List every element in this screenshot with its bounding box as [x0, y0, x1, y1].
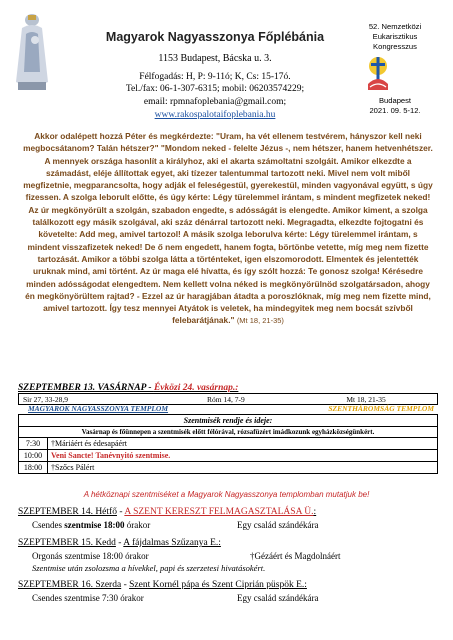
- mass-schedule-table: [18, 414, 438, 474]
- parish-address: 1153 Budapest, Bácska u. 3.: [158, 53, 272, 64]
- reading-3: Mt 18, 21-35: [346, 394, 386, 404]
- day-entry-wednesday: [32, 593, 319, 603]
- mass-intention: Veni Sancte! Tanévnyitó szentmise.: [48, 450, 438, 462]
- entry-post: órakor: [124, 520, 151, 530]
- sunday-date: SZEPTEMBER 13. VASÁRNAP -: [18, 383, 154, 393]
- gospel-text: Akkor odalépett hozzá Péter és megkérdezte: "Uram, ha vét ellenem testvérem, hányszor kell neki megbocsátanom? Talán hétszer?" "Mondom neked - felelte Jézus -, nem hétszer, hanem hetvenhétszer. A mennyek országa hasonlít a királyhoz, aki el akarta számoltatni szolgáit. Amikor elkezdte a számadást, eléje állítottak egyet, aki tízezer talentummal tartozott neki. Mivel nem volt miből megfizetnie, megparancsolta, hogy adják el feleségestül, gyerekestül, minden vagyonával együtt, s úgy fizessen. A szolga leborult előtte, és úgy kérte: Légy türelemmel irántam, s mindent megfizetek neked! Az úr megkönyörült a szolgán, szabadon engedte, s adósságát is elengedte. Amikor kiment, a szolga találkozott egy másik szolgával, aki száz dénárral tartozott neki. Megragadta, elkezdte fojtogatni és követelte: Add meg, amivel tartozol! A másik szolga leborulva kérte: Légy türelemmel irántam, s mindent visszafizetek neked! De ő nem engedett, hanem fogta, börtönbe vetette, míg meg nem fizette tartozását. Amikor a többi szolga látta a történteket, igen elszomorodott. Elmentek és jelentették uruknak mind, ami történt. Az úr maga elé hívatta, és így szólt hozzá: Te gonosz szolga! Kérésedre minden adósságodat elengedtem. Nem kellett volna néked is megkönyörülnöd szolgatársadon, ahogy én megkönyörültem rajtad? - Ezzel az úr haragjában átadta a poroszlóknak, míg meg nem fizette mind, amivel tartozott. Így tesz mennyei Atyátok is veletek, ha mindegyitek meg nem bocsát szívből felebarátjának.": [23, 131, 433, 326]
- gospel-citation: (Mt 18, 21-35): [236, 316, 284, 326]
- mass-intention: †Szőcs Pálért: [48, 462, 438, 474]
- entry-pre: Csendes: [32, 520, 65, 530]
- congress-dates: 2021. 09. 5-12.: [369, 106, 421, 115]
- phone-numbers: Tel./fax: 06-1-307-6315; mobil: 06203574229;: [125, 84, 305, 94]
- mass-time: 10:00: [19, 450, 48, 462]
- day-date: SZEPTEMBER 14. Hétfő: [18, 507, 117, 517]
- congress-line-2: Eukarisztikus: [372, 32, 418, 41]
- office-hours: Félfogadás: H, P: 9-11ó; K, Cs: 15-17ó.: [139, 72, 291, 82]
- congress-line-3: Kongresszus: [373, 42, 417, 51]
- mass-time: 7:30: [19, 438, 48, 450]
- email-address: email: rpmnafoplebania@gmail.com;: [143, 97, 287, 107]
- entry-intention: Egy család szándékára: [237, 520, 319, 530]
- weekday-mass-notice: A hétköznapi szentmiséket a Magyarok Nagyasszonya templomban mutatjuk be!: [83, 490, 370, 499]
- reading-1: Sir 27, 33-28,9: [23, 394, 68, 404]
- congress-line-1: 52. Nemzetközi: [368, 22, 422, 31]
- sunday-heading: [18, 383, 238, 393]
- day-heading-wednesday: [18, 580, 307, 590]
- parish-title: Magyarok Nagyasszonya Főplébánia: [105, 30, 325, 44]
- gospel-passage: [22, 130, 434, 328]
- mass-row: [19, 450, 438, 462]
- day-feast-suffix: :: [313, 507, 317, 517]
- day-sep: -: [121, 580, 130, 590]
- day-entry-tuesday: [32, 551, 341, 561]
- church-name-szentharomsag: SZENTHÁROMSÁG TEMPLOM: [328, 404, 434, 413]
- reading-2: Róm 14, 7-9: [207, 394, 245, 404]
- day-heading-monday: [18, 507, 316, 517]
- website-link[interactable]: www.rakospalotaifoplebania.hu: [154, 110, 276, 120]
- day-entry-monday: [32, 520, 319, 530]
- day-feast: Szent Kornél pápa és Szent Ciprián püspök E.:: [129, 580, 307, 590]
- madonna-statue-image: [8, 12, 56, 94]
- sunday-event: Évközi 24. vasárnap.:: [153, 383, 239, 393]
- mass-intention: †Máriáért és édesapáért: [48, 438, 438, 450]
- congress-label: [340, 22, 450, 52]
- church-name-magyarok: MAGYAROK NAGYASSZONYA TEMPLOM: [28, 404, 169, 413]
- day-feast: A SZENT KERESZT FELMAGASZTALÁSA Ü.: [124, 507, 314, 517]
- day-sep: -: [116, 507, 125, 517]
- entry-intention: †Gézáért és Magdolnáért: [250, 551, 341, 561]
- day-heading-tuesday: [18, 538, 221, 548]
- entry-intention: Egy család szándékára: [237, 593, 319, 603]
- day-date: SZEPTEMBER 16. Szerda: [18, 580, 122, 590]
- eucharistic-congress-logo: [364, 54, 392, 92]
- mass-order-note: Vasárnap és főünnepen a szentmisék előtt félórával, rózsafüzért imádkozunk egyházközségünkért.: [19, 427, 438, 438]
- entry-left: Csendes szentmise 7:30 órakor: [32, 593, 144, 603]
- day-date: SZEPTEMBER 15. Kedd: [18, 538, 116, 548]
- mass-time: 18:00: [19, 462, 48, 474]
- congress-city: Budapest: [378, 96, 412, 105]
- church-names-row: [18, 404, 438, 414]
- day-feast: A fájdalmas Szűzanya E.:: [123, 538, 221, 548]
- entry-left: Orgonás szentmise 18:00 órakor: [32, 551, 149, 561]
- day-note-tuesday: Szentmise után zsolozsma a hívekkel, papi és szerzetesi hivatásokért.: [32, 563, 266, 573]
- mass-order-title: Szentmisék rendje és ideje:: [19, 415, 438, 427]
- day-sep: -: [115, 538, 124, 548]
- mass-row: [19, 438, 438, 450]
- entry-bold: szentmise 18:00: [64, 520, 125, 530]
- mass-row: [19, 462, 438, 474]
